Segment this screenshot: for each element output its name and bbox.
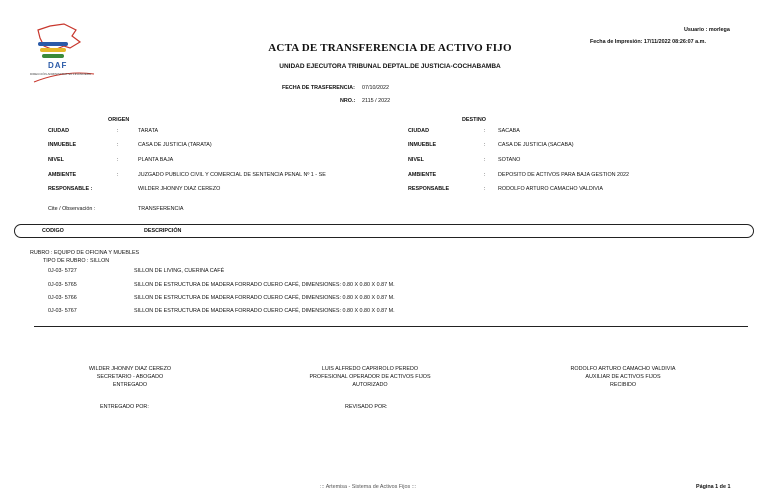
destination-value: RODOLFO ARTURO CAMACHO VALDIVIA <box>498 186 603 192</box>
origin-heading: ORIGEN <box>108 117 130 123</box>
destination-value: SOTANO <box>498 157 521 163</box>
page-title: ACTA DE TRANSFERENCIA DE ACTIVO FIJO <box>268 42 512 54</box>
footer-page: Página 1 de 1 <box>696 484 731 490</box>
origin-sep: : <box>117 142 119 148</box>
signature-role: PROFESIONAL OPERADOR DE ACTIVOS FIJOS <box>309 374 431 380</box>
destination-sep: : <box>484 142 486 148</box>
origin-sep: : <box>117 128 119 134</box>
print-date: Fecha de Impresión: 17/11/2022 08:26:07 a.m. <box>590 39 706 45</box>
transfer-number: 2115 / 2022 <box>362 98 391 104</box>
col-code: CODIGO <box>42 228 64 234</box>
signature-name: WILDER JHONNY DIAZ CEREZO <box>88 366 172 372</box>
logo-text: DAF <box>48 61 68 70</box>
footer-system: ::: Artemisa - Sistema de Activos Fijos ::: <box>320 484 417 490</box>
signature-role: SECRETARIO - ABOGADO <box>96 374 164 380</box>
divider <box>34 326 748 327</box>
logo-caption: DIRECCIÓN ADMINISTRATIVA FINANCIERA <box>30 72 92 76</box>
destination-sep: : <box>484 172 486 178</box>
destination-sep: : <box>484 157 486 163</box>
signature-name: RODOLFO ARTURO CAMACHO VALDIVIA <box>570 366 676 372</box>
item-description: SILLON DE ESTRUCTURA DE MADERA FORRADO CUERO CAFÉ, DIMENSIONES: 0.80 X 0.80 X 0.87 M. <box>134 295 395 301</box>
transfer-date: 07/10/2022 <box>362 85 389 91</box>
cite-value: TRANSFERENCIA <box>138 206 184 212</box>
origin-value: JUZGADO PUBLICO CIVIL Y COMERCIAL DE SENTENCIA PENAL Nº 1 - SE <box>138 172 326 178</box>
item-code: 0J-03- 5765 <box>48 282 77 288</box>
signature-status: AUTORIZADO <box>352 382 388 388</box>
tipo-rubro-line: TIPO DE RUBRO : SILLON <box>43 258 110 264</box>
transfer-date-label: FECHA DE TRASFERENCIA: <box>282 85 355 91</box>
rubro-line: RUBRO : EQUIPO DE OFICINA Y MUEBLES <box>30 250 140 256</box>
item-description: SILLON DE LIVING, CUERINA CAFÉ <box>134 268 225 274</box>
destination-label: INMUEBLE <box>408 142 437 148</box>
origin-value: CASA DE JUSTICIA (TARATA) <box>138 142 212 148</box>
signature-block <box>60 366 200 388</box>
number-label: NRO.: <box>340 98 356 104</box>
reviewed-by: REVISADO POR: <box>345 404 388 410</box>
item-code: 0J-03- 5727 <box>48 268 77 274</box>
destination-label: CIUDAD <box>408 128 429 134</box>
page-subtitle: UNIDAD EJECUTORA TRIBUNAL DEPTAL.DE JUSTICIA-COCHABAMBA <box>279 63 501 70</box>
signature-role: AUXILIAR DE ACTIVOS FIJOS <box>585 374 661 380</box>
user-label: Usuario : morlega <box>684 27 730 33</box>
table-header-bar <box>14 224 754 238</box>
destination-value: CASA DE JUSTICIA (SACABA) <box>498 142 574 148</box>
destination-label: AMBIENTE <box>408 172 437 178</box>
destination-sep: : <box>484 128 486 134</box>
signature-block <box>290 366 450 388</box>
destination-label: RESPONSABLE <box>408 186 450 192</box>
delivered-by: ENTREGADO POR: <box>100 404 149 410</box>
origin-sep: : <box>117 157 119 163</box>
signature-status: RECIBIDO <box>609 382 637 388</box>
origin-label: NIVEL <box>48 157 64 163</box>
destination-value: DEPOSITO DE ACTIVOS PARA BAJA GESTION 2022 <box>498 172 630 178</box>
origin-label: RESPONSABLE : <box>48 186 93 192</box>
origin-value: TARATA <box>138 128 159 134</box>
origin-value: PLANTA BAJA <box>138 157 174 163</box>
destination-value: SACABA <box>498 128 520 134</box>
daf-logo <box>24 22 100 92</box>
origin-value: WILDER JHONNY DIAZ CEREZO <box>138 186 221 192</box>
item-code: 0J-03- 5767 <box>48 308 77 314</box>
destination-label: NIVEL <box>408 157 424 163</box>
destination-heading: DESTINO <box>462 117 486 123</box>
origin-label: CIUDAD <box>48 128 69 134</box>
item-description: SILLON DE ESTRUCTURA DE MADERA FORRADO CUERO CAFÉ, DIMENSIONES: 0.80 X 0.80 X 0.87 M. <box>134 308 395 314</box>
origin-label: AMBIENTE <box>48 172 77 178</box>
origin-label: INMUEBLE <box>48 142 77 148</box>
signature-status: ENTREGADO <box>112 382 148 388</box>
col-description: DESCRIPCIÓN <box>144 228 182 234</box>
item-description: SILLON DE ESTRUCTURA DE MADERA FORRADO CUERO CAFÉ, DIMENSIONES: 0.80 X 0.80 X 0.87 M. <box>134 282 395 288</box>
item-code: 0J-03- 5766 <box>48 295 77 301</box>
origin-sep: : <box>117 172 119 178</box>
cite-label: Cite / Observación : <box>48 206 96 212</box>
destination-sep: : <box>484 186 486 192</box>
signature-block <box>548 366 698 388</box>
signature-name: LUIS ALFREDO CAPRIROLO PEREDO <box>321 366 419 372</box>
